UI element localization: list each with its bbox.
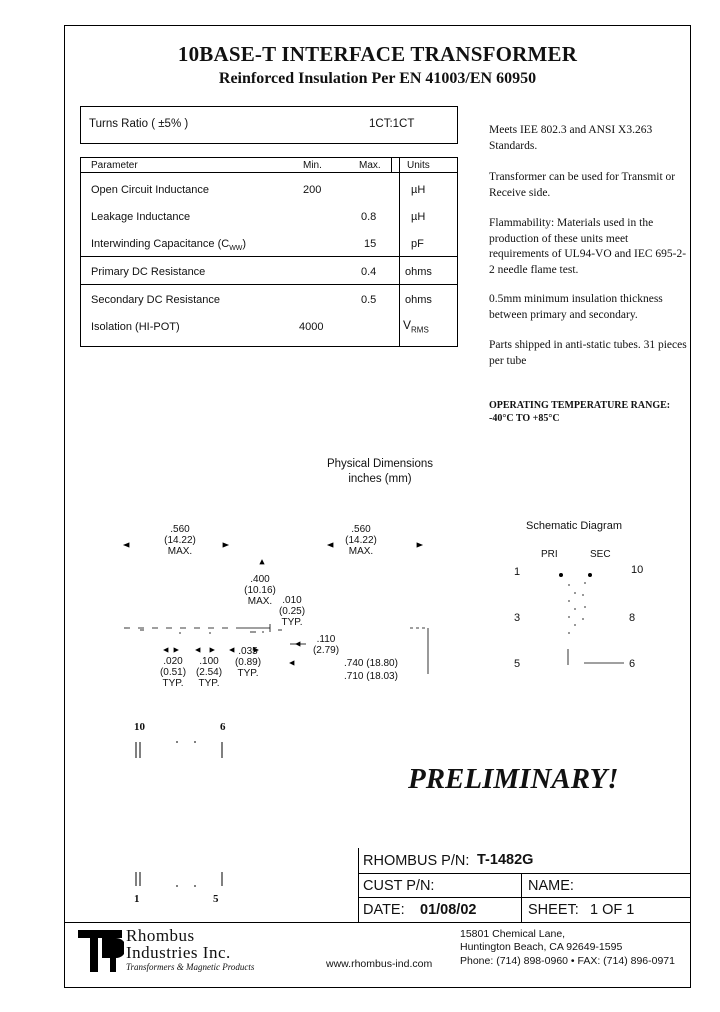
table-row-max: 0.8	[361, 211, 377, 223]
spec-table	[80, 157, 458, 347]
turns-ratio-box	[80, 106, 458, 144]
name-label: NAME:	[528, 878, 574, 894]
dim-span-min: .710 (18.03)	[344, 671, 398, 682]
dim-width-a: .560 (14.22) MAX.	[164, 524, 196, 557]
arrow-right-icon	[223, 543, 228, 547]
arrow-right-icon	[210, 648, 214, 652]
table-row-param: Isolation (HI-POT)	[91, 321, 180, 333]
arrow-right-icon	[417, 543, 422, 547]
table-row-max: 0.4	[361, 266, 377, 278]
footer-divider	[358, 873, 691, 874]
schematic-pin-10: 10	[631, 564, 644, 576]
company-name-line2: Industries Inc.	[126, 943, 231, 962]
company-url[interactable]: www.rhombus-ind.com	[326, 958, 433, 970]
polarity-dot-icon	[588, 573, 591, 576]
footprint-drawing	[130, 736, 230, 896]
table-row-units: $V_{RMS}$	[403, 318, 429, 335]
physical-dimensions-title: Physical Dimensions inches (mm)	[326, 458, 434, 485]
sheet-value: 1 OF 1	[590, 902, 635, 918]
dim-height: .400 (10.16) MAX.	[244, 574, 276, 607]
schematic-sec-label: SEC	[590, 549, 611, 560]
footer-divider	[521, 873, 522, 922]
table-row-min: 4000	[299, 321, 324, 333]
schematic-pin-1: 1	[514, 566, 521, 578]
col-header-parameter: Parameter	[91, 160, 138, 171]
preliminary-stamp: PRELIMINARY!	[408, 763, 619, 795]
table-row-max: 0.5	[361, 294, 377, 306]
turns-ratio-label: Turns Ratio ( ±5% )	[89, 118, 189, 130]
page-title: 10BASE-T INTERFACE TRANSFORMER	[177, 42, 578, 66]
table-row-units: ohms	[405, 266, 432, 278]
footer-divider	[358, 897, 691, 898]
arrow-left-icon	[124, 543, 129, 547]
pin-label-1: 1	[134, 893, 140, 905]
col-header-units: Units	[407, 160, 430, 171]
schematic-title: Schematic Diagram	[526, 520, 622, 532]
dim-lead-thickness: .010 (0.25) TYP.	[278, 595, 306, 628]
rhombus-logo-icon	[78, 930, 124, 974]
note-usage: Transformer can be used for Transmit or Receive side.	[489, 171, 676, 199]
dim-width-b: .560 (14.22) MAX.	[345, 524, 377, 557]
table-row-param: Open Circuit Inductance	[91, 184, 210, 196]
pin-label-6: 6	[220, 721, 226, 733]
dim-pitch: .100 (2.54) TYP.	[195, 656, 223, 689]
page-subtitle: Reinforced Insulation Per EN 41003/EN 60950	[218, 70, 537, 87]
company-name-line1: Rhombus	[126, 926, 195, 945]
footer-divider	[358, 848, 359, 922]
footer-divider	[64, 922, 691, 923]
turns-ratio-value: 1CT:1CT	[369, 118, 415, 130]
rhombus-pn-label: RHOMBUS P/N:	[363, 853, 470, 869]
table-row-param: Primary DC Resistance	[91, 266, 206, 278]
company-tagline: Transformers & Magnetic Products	[126, 962, 255, 972]
schematic-pin-3: 3	[514, 612, 521, 624]
sheet-label: SHEET:	[528, 902, 579, 918]
table-row-units: pF	[411, 238, 424, 250]
temp-range-label: OPERATING TEMPERATURE RANGE:	[489, 400, 671, 411]
dim-span-max: .740 (18.80)	[344, 658, 398, 669]
table-row-param: Interwinding Capacitance $(C_{WW})$	[91, 238, 247, 253]
company-phone-fax: Phone: (714) 898-0960 • FAX: (714) 896-0971	[460, 955, 675, 967]
pin-label-5: 5	[213, 893, 219, 905]
table-row-units: ohms	[405, 294, 432, 306]
cust-pn-label: CUST P/N:	[363, 878, 435, 894]
col-header-min: Min.	[303, 160, 322, 171]
schematic-pin-8: 8	[629, 612, 636, 624]
dim-standoff: .110 (2.79)	[312, 634, 340, 656]
note-insulation: 0.5mm minimum insulation thickness between primary and secondary.	[489, 293, 663, 321]
note-shipping: Parts shipped in anti-static tubes. 31 pieces per tube	[489, 339, 687, 367]
arrow-up-icon	[260, 560, 264, 564]
table-row-param: Leakage Inductance	[91, 211, 191, 223]
schematic-pin-6: 6	[629, 658, 636, 670]
schematic-pri-label: PRI	[541, 549, 558, 560]
company-address-1: 15801 Chemical Lane,	[460, 928, 566, 940]
polarity-dot-icon	[559, 573, 562, 576]
table-row-param: Secondary DC Resistance	[91, 294, 221, 306]
date-value: 01/08/02	[420, 902, 477, 918]
schematic-diagram	[540, 565, 640, 675]
table-row-min: 200	[303, 184, 322, 196]
date-label: DATE:	[363, 902, 405, 918]
arrow-left-icon	[290, 661, 294, 665]
col-header-max: Max.	[359, 160, 381, 171]
schematic-pin-5: 5	[514, 658, 521, 670]
table-row-max: 15	[364, 238, 377, 250]
table-row-units: µH	[411, 211, 426, 223]
temp-range-value: -40°C TO +85°C	[489, 413, 560, 424]
note-standards: Meets IEE 802.3 and ANSI X3.263 Standards.	[489, 124, 653, 152]
dim-lead-width: .020 (0.51) TYP.	[159, 656, 187, 689]
rhombus-pn-value: T-1482G	[477, 852, 534, 868]
note-flammability: Flammability: Materials used in the production of these units meet requirements of UL94-VO and IEC 695-2-2 needle flame test.	[489, 217, 687, 276]
table-row-units: µH	[411, 184, 426, 196]
pin-label-10: 10	[134, 721, 145, 733]
company-address-2: Huntington Beach, CA 92649-1595	[460, 941, 623, 953]
arrow-left-icon	[196, 648, 200, 652]
dim-offset: .035 (0.89) TYP.	[234, 646, 262, 679]
arrow-right-icon	[174, 648, 178, 652]
arrow-left-icon	[164, 648, 168, 652]
